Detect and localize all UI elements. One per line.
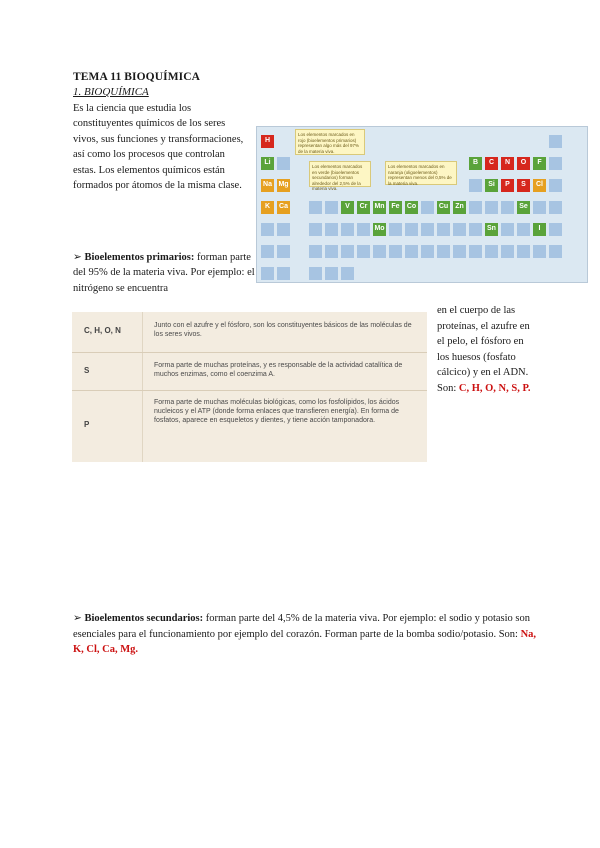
element-S: S xyxy=(517,179,530,192)
element-cell xyxy=(469,201,482,214)
element-cell xyxy=(261,245,274,258)
table-key: P xyxy=(84,420,90,429)
element-F: F xyxy=(533,157,546,170)
table-cell-text: Forma parte de muchas moléculas biológicas, como los fosfolípidos, los ácidos nucleicos y el ATP (donde forma enlaces que transfieren energía). En forma de fosfatos, aparece en esqueletos y dientes, y tiene acción tamponadora. xyxy=(154,399,400,424)
intro-paragraph: Es la ciencia que estudia los constituyentes químicos de los seres vivos, sus funciones y transformaciones, así como los procesos que controlan estas. Los elementos químicos están formados por átomos de la misma clase. xyxy=(73,103,244,192)
element-cell xyxy=(517,245,530,258)
element-H: H xyxy=(261,135,274,148)
bullet-arrow: ➢ xyxy=(73,613,82,624)
element-cell xyxy=(421,223,434,236)
element-cell xyxy=(405,245,418,258)
element-cell xyxy=(421,245,434,258)
table-row xyxy=(72,352,427,391)
element-Co: Co xyxy=(405,201,418,214)
element-V: V xyxy=(341,201,354,214)
element-cell xyxy=(325,245,338,258)
element-cell xyxy=(357,245,370,258)
primary-label: Bioelementos primarios: xyxy=(84,252,195,263)
element-cell xyxy=(501,223,514,236)
element-Se: Se xyxy=(517,201,530,214)
element-cell xyxy=(469,245,482,258)
element-cell xyxy=(277,267,290,280)
element-Mg: Mg xyxy=(277,179,290,192)
table-key: S xyxy=(84,366,90,375)
element-cell xyxy=(341,245,354,258)
element-Cr: Cr xyxy=(357,201,370,214)
element-Li: Li xyxy=(261,157,274,170)
section-heading: 1. BIOQUÍMICA xyxy=(73,86,149,98)
element-Mo: Mo xyxy=(373,223,386,236)
element-cell xyxy=(549,223,562,236)
note-primary: Los elementos marcados en rojo (bioelementos primarios) representan algo más del 97% de la materia viva. xyxy=(295,129,365,155)
element-cell xyxy=(469,223,482,236)
element-cell xyxy=(437,245,450,258)
element-cell xyxy=(501,201,514,214)
element-C: C xyxy=(485,157,498,170)
element-I: I xyxy=(533,223,546,236)
bullet-arrow: ➢ xyxy=(73,252,82,263)
element-cell xyxy=(421,201,434,214)
element-cell xyxy=(277,245,290,258)
page-title: TEMA 11 BIOQUÍMICA xyxy=(73,71,201,83)
note-oligo: Los elementos marcados en naranja (oligoelementos) representan menos del 0,5% de la materia viva. xyxy=(385,161,457,185)
table-row xyxy=(72,390,427,462)
element-Cu: Cu xyxy=(437,201,450,214)
table-key: C, H, O, N xyxy=(84,326,121,335)
element-Fe: Fe xyxy=(389,201,402,214)
element-cell xyxy=(501,245,514,258)
element-cell xyxy=(453,223,466,236)
primary-continuation xyxy=(437,303,535,397)
element-Na: Na xyxy=(261,179,274,192)
element-cell xyxy=(309,223,322,236)
element-cell xyxy=(325,201,338,214)
periodic-table-figure xyxy=(256,126,588,283)
element-cell xyxy=(261,267,274,280)
element-cell xyxy=(325,267,338,280)
element-Sn: Sn xyxy=(485,223,498,236)
element-cell xyxy=(549,245,562,258)
element-cell xyxy=(437,223,450,236)
element-cell xyxy=(357,223,370,236)
secondary-text: forman parte del 4,5% de la materia viva. Por ejemplo: el sodio y potasio son esenciales para el funcionamiento por ejemplo del corazón. Forman parte de la bomba sodio/potasio. Son: xyxy=(73,613,531,640)
element-B: B xyxy=(469,157,482,170)
continuation-text: en el cuerpo de las proteínas, el azufre en el pelo, el fósforo en los huesos (fosfato cálcico) y en el ADN. Son: xyxy=(437,305,530,394)
element-K: K xyxy=(261,201,274,214)
primary-bioelements-paragraph xyxy=(73,250,258,296)
element-O: O xyxy=(517,157,530,170)
element-cell xyxy=(373,245,386,258)
element-cell xyxy=(549,157,562,170)
element-cell xyxy=(309,201,322,214)
element-Si: Si xyxy=(485,179,498,192)
table-cell-text: Forma parte de muchas proteínas, y es responsable de la actividad catalítica de muchos enzimas, como el coenzima A. xyxy=(154,362,403,378)
element-cell xyxy=(549,179,562,192)
element-Cl: Cl xyxy=(533,179,546,192)
element-Zn: Zn xyxy=(453,201,466,214)
element-P: P xyxy=(501,179,514,192)
element-cell xyxy=(533,201,546,214)
table-cell-text: Junto con el azufre y el fósforo, son los constituyentes básicos de las moléculas de los seres vivos. xyxy=(154,322,412,338)
table-row xyxy=(72,312,427,353)
element-cell xyxy=(309,245,322,258)
element-Ca: Ca xyxy=(277,201,290,214)
element-cell xyxy=(485,245,498,258)
element-cell xyxy=(453,245,466,258)
element-Mn: Mn xyxy=(373,201,386,214)
element-cell xyxy=(533,245,546,258)
element-cell xyxy=(549,201,562,214)
primary-text: forman parte del 95% de la materia viva. Por ejemplo: el nitrógeno se encuentra xyxy=(73,252,255,294)
secondary-elements-list: Na, K, Cl, Ca, Mg. xyxy=(73,628,537,656)
element-cell xyxy=(341,223,354,236)
note-secondary: Los elementos marcados en verde (bioelementos secundarios) forman alrededor del 2,5% de la materia viva. xyxy=(309,161,371,187)
element-cell xyxy=(261,223,274,236)
element-cell xyxy=(389,223,402,236)
element-cell xyxy=(485,201,498,214)
element-N: N xyxy=(501,157,514,170)
element-cell xyxy=(325,223,338,236)
bioelements-table-figure xyxy=(72,312,427,462)
secondary-label: Bioelementos secundarios: xyxy=(84,613,204,624)
element-cell xyxy=(341,267,354,280)
primary-elements-list: C, H, O, N, S, P. xyxy=(458,382,531,394)
secondary-bioelements-paragraph xyxy=(73,611,543,658)
element-cell xyxy=(389,245,402,258)
element-cell xyxy=(469,179,482,192)
element-cell xyxy=(309,267,322,280)
element-cell xyxy=(277,223,290,236)
element-cell xyxy=(549,135,562,148)
element-cell xyxy=(277,157,290,170)
element-cell xyxy=(517,223,530,236)
element-cell xyxy=(405,223,418,236)
